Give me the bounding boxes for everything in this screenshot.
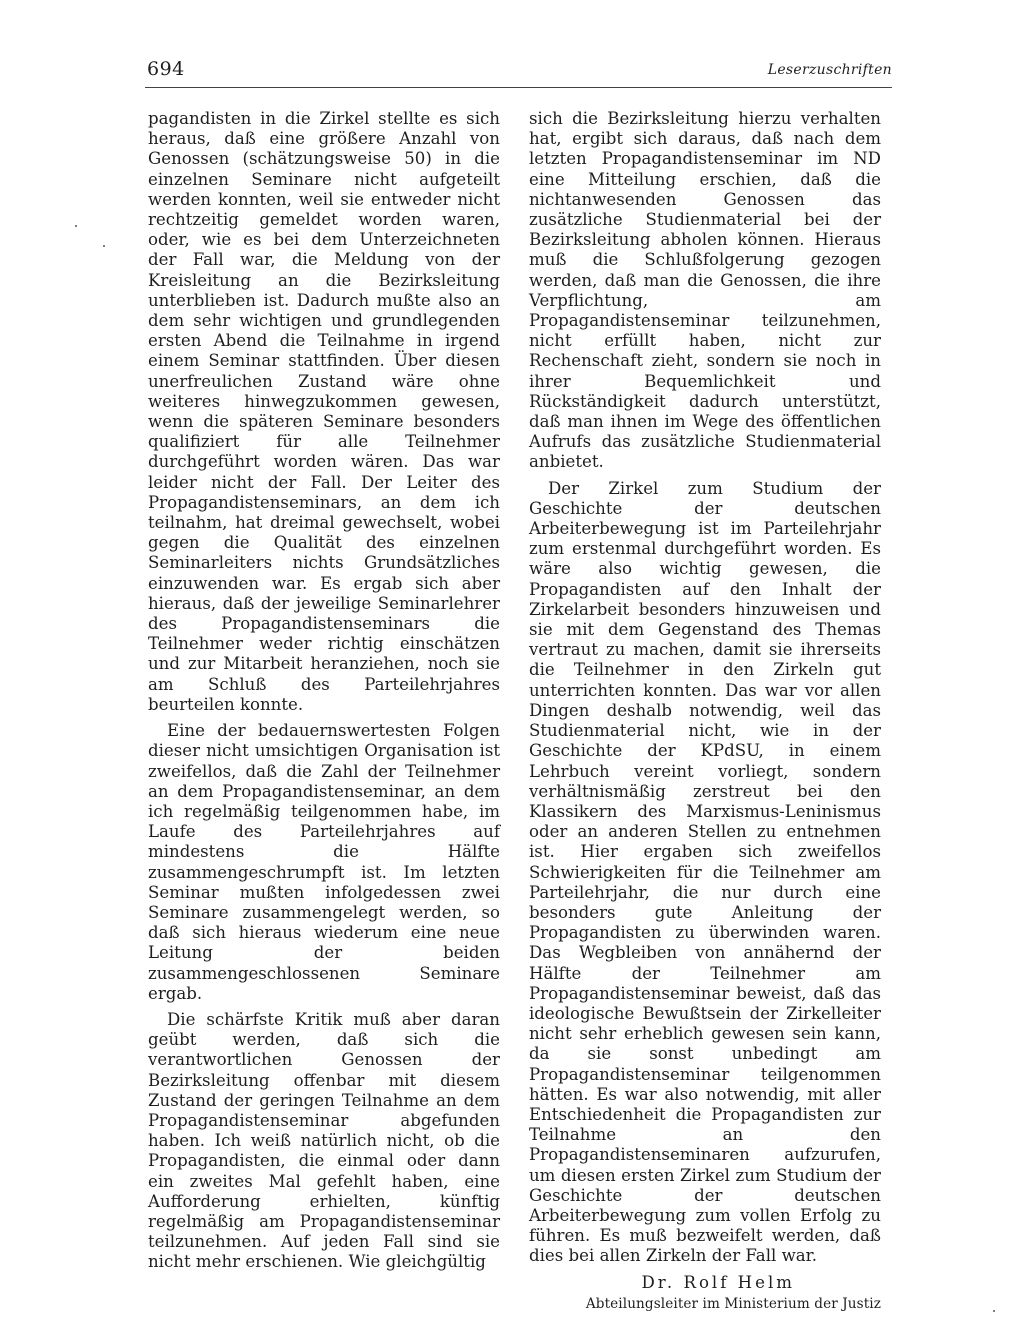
paragraph-left-1: pagandisten in die Zirkel stellte es sich heraus, daß eine größere Anzahl von Genossen (schätzungsweise 50) in die einzelnen Seminare nicht aufgeteilt werden konnten, weil sie entweder nicht rechtzeitig gemeldet worden waren, oder, wie es bei dem Unterzeichneten der Fall war, die Meldung von der Kreisleitung an die Bezirksleitung unterblieben ist. Dadurch mußte also an dem sehr wichtigen und grundlegenden ersten Abend die Teilnahme in irgend einem Seminar stattfinden. Über diesen unerfreulichen Zustand wäre ohne weiteres hinwegzukommen gewesen, wenn die späteren Seminare besonders qualifiziert für alle Teilnehmer durchgeführt worden wären. Das war leider nicht der Fall. Der Leiter des Propagandistenseminars, an dem ich teilnahm, hat dreimal gewechselt, wobei gegen die Qualität des einzelnen Seminarleiters nichts Grundsätzliches einzuwenden war. Es ergab sich aber hieraus, daß der jeweilige Seminarlehrer des Propagandistenseminars die Teilnehmer weder richtig einschätzen und zur Mitarbeit heranziehen, noch sie am Schluß des Parteilehrjahres beurteilen konnte. [148, 109, 500, 714]
paragraph-left-2: Eine der bedauernswertesten Folgen dieser nicht umsichtigen Organisation ist zweifellos, daß die Zahl der Teilnehmer an dem Propagandistenseminar, an dem ich regelmäßig teilgenommen habe, im Laufe des Parteilehrjahres auf mindestens die Hälfte zusammengeschrumpft ist. Im letzten Seminar mußten infolgedessen zwei Seminare zusammengelegt werden, so daß sich hieraus wiederum eine neue Leitung der beiden zusammengeschlossenen Seminare ergab. [148, 721, 500, 1003]
scan-speck [103, 245, 105, 247]
right-column [529, 109, 881, 1314]
scan-speck [75, 225, 77, 227]
scan-speck [993, 1310, 995, 1312]
running-head: Leserzuschriften [767, 62, 892, 78]
header-rule [145, 87, 892, 88]
paragraph-right-2: Der Zirkel zum Studium der Geschichte der deutschen Arbeiterbewegung ist im Parteilehrjahr zum erstenmal durchgeführt worden. Es wäre also wichtig gewesen, die Propagandisten auf den Inhalt der Zirkelarbeit besonders hinzuweisen und sie mit dem Gegenstand des Themas vertraut zu machen, damit sie ihrerseits die Teilnehmer in den Zirkeln gut unterrichten konnten. Das war vor allen Dingen deshalb notwendig, weil das Studienmaterial nicht, wie in der Geschichte der KPdSU, in einem Lehrbuch vereint vorliegt, sondern verhältnismäßig zerstreut bei den Klassikern des Marxismus-Leninismus oder an anderen Stellen zu entnehmen ist. Hier ergaben sich zweifellos Schwierigkeiten für die Teilnehmer am Parteilehrjahr, die nur durch eine besonders gute Anleitung der Propagandisten zu überwinden waren. Das Wegbleiben von annähernd der Hälfte der Teilnehmer am Propagandistenseminar beweist, daß das ideologische Bewußtsein der Zirkelleiter nicht sehr erheblich gewesen sein kann, da sie sonst unbedingt am Propagandistenseminar teilgenommen hätten. Es war also notwendig, mit aller Entschiedenheit die Propagandisten zur Teilnahme an den Propagandistenseminaren aufzurufen, um diesen ersten Zirkel zum Studium der Geschichte der deutschen Arbeiterbewegung zum vollen Erfolg zu führen. Es muß bezweifelt werden, daß dies bei allen Zirkeln der Fall war. [529, 478, 881, 1266]
paragraph-right-1: sich die Bezirksleitung hierzu verhalten hat, ergibt sich daraus, daß nach dem letzten Propagandistenseminar im ND eine Mitteilung erschien, daß die nichtanwesenden Genossen das zusätzliche Studienmaterial bei der Bezirksleitung abholen können. Hieraus muß die Schlußfolgerung gezogen werden, daß man die Genossen, die ihre Verpflichtung, am Propagandistenseminar teilzunehmen, nicht erfüllt haben, nicht zur Rechenschaft zieht, sondern sie noch in ihrer Bequemlichkeit und Rückständigkeit dadurch unterstützt, daß man ihnen im Wege des öffentlichen Aufrufs das zusätzliche Studienmaterial anbietet. [529, 109, 881, 472]
paragraph-left-3: Die schärfste Kritik muß aber daran geübt werden, daß sich die verantwortlichen Genossen der Bezirksleitung offenbar mit diesem Zustand der geringen Teilnahme an dem Propagandistenseminar abgefunden haben. Ich weiß natürlich nicht, ob die Propagandisten, die einmal oder dann ein zweites Mal gefehlt haben, eine Aufforderung erhielten, künftig regelmäßig am Propagandistenseminar teilzunehmen. Auf jeden Fall sind sie nicht mehr erschienen. Wie gleichgültig [148, 1009, 500, 1272]
signature-role: Abteilungsleiter im Ministerium der Justiz [585, 1295, 881, 1312]
left-column [148, 109, 500, 1279]
page-number: 694 [147, 58, 185, 80]
signature-name: Dr. Rolf Helm [641, 1272, 795, 1292]
